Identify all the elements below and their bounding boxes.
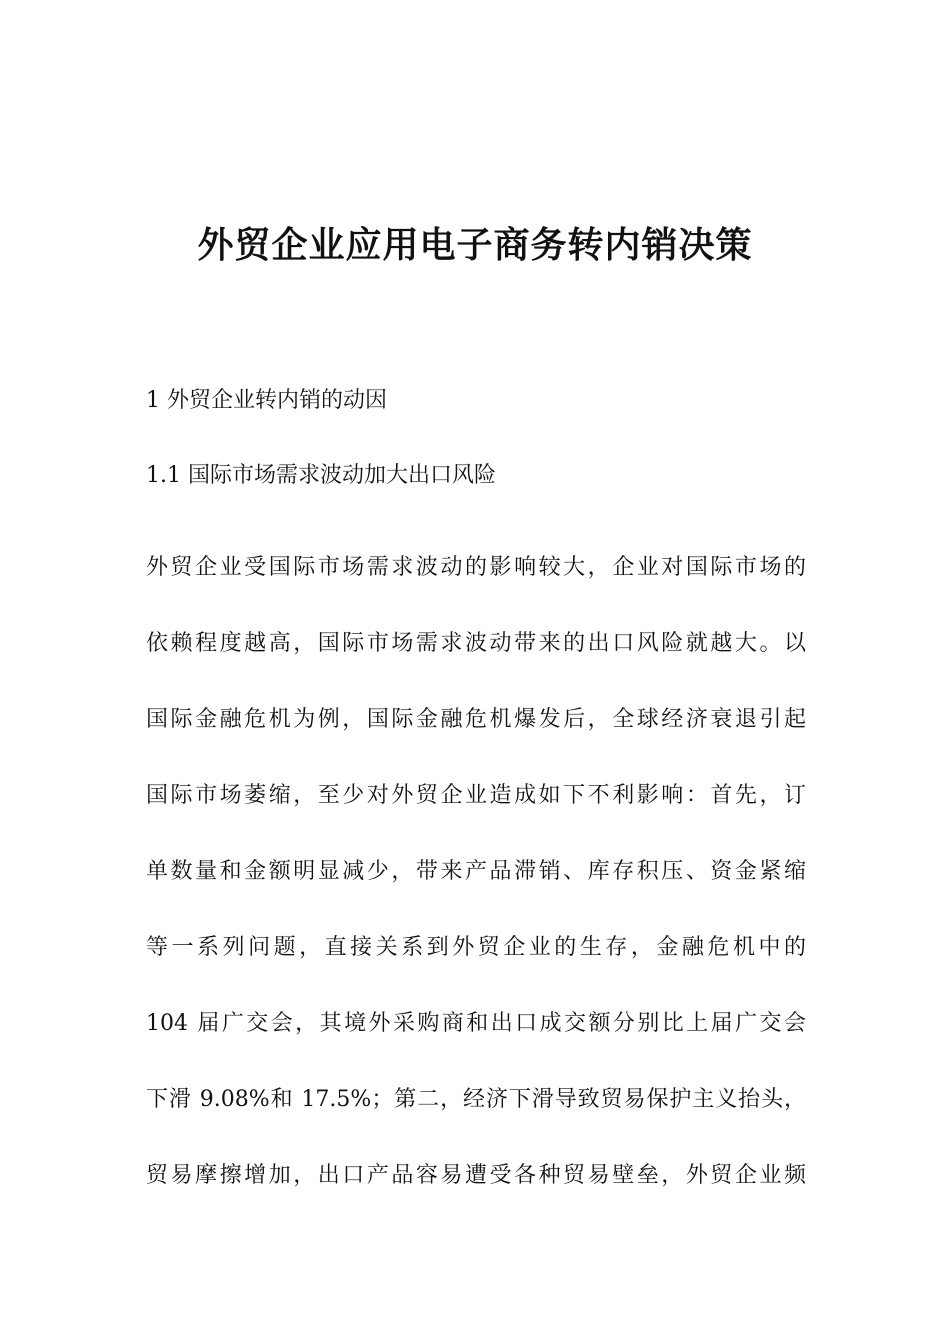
subsection-heading: 1.1 国际市场需求波动加大出口风险 [146, 463, 496, 488]
paragraph-line: 单数量和金额明显减少，带来产品滞销、库存积压、资金紧缩 [146, 859, 806, 884]
paragraph-line: 贸易摩擦增加，出口产品容易遭受各种贸易壁垒，外贸企业频 [146, 1163, 806, 1188]
paragraph-line: 国际金融危机为例，国际金融危机爆发后，全球经济衰退引起 [146, 707, 806, 732]
paragraph-line: 依赖程度越高，国际市场需求波动带来的出口风险就越大。以 [146, 631, 806, 656]
body-paragraph [146, 530, 806, 1214]
paragraph-line: 下滑 9.08%和 17.5%；第二，经济下滑导致贸易保护主义抬头， [146, 1087, 806, 1112]
paragraph-line: 外贸企业受国际市场需求波动的影响较大，企业对国际市场的 [146, 555, 806, 580]
paragraph-line: 等一系列问题，直接关系到外贸企业的生存，金融危机中的 [146, 935, 806, 960]
paragraph-line: 104 届广交会，其境外采购商和出口成交额分别比上届广交会 [146, 1011, 806, 1036]
section-heading: 1 外贸企业转内销的动因 [146, 388, 387, 413]
paragraph-line: 国际市场萎缩，至少对外贸企业造成如下不利影响：首先，订 [146, 783, 806, 808]
document-title: 外贸企业应用电子商务转内销决策 [197, 225, 753, 266]
